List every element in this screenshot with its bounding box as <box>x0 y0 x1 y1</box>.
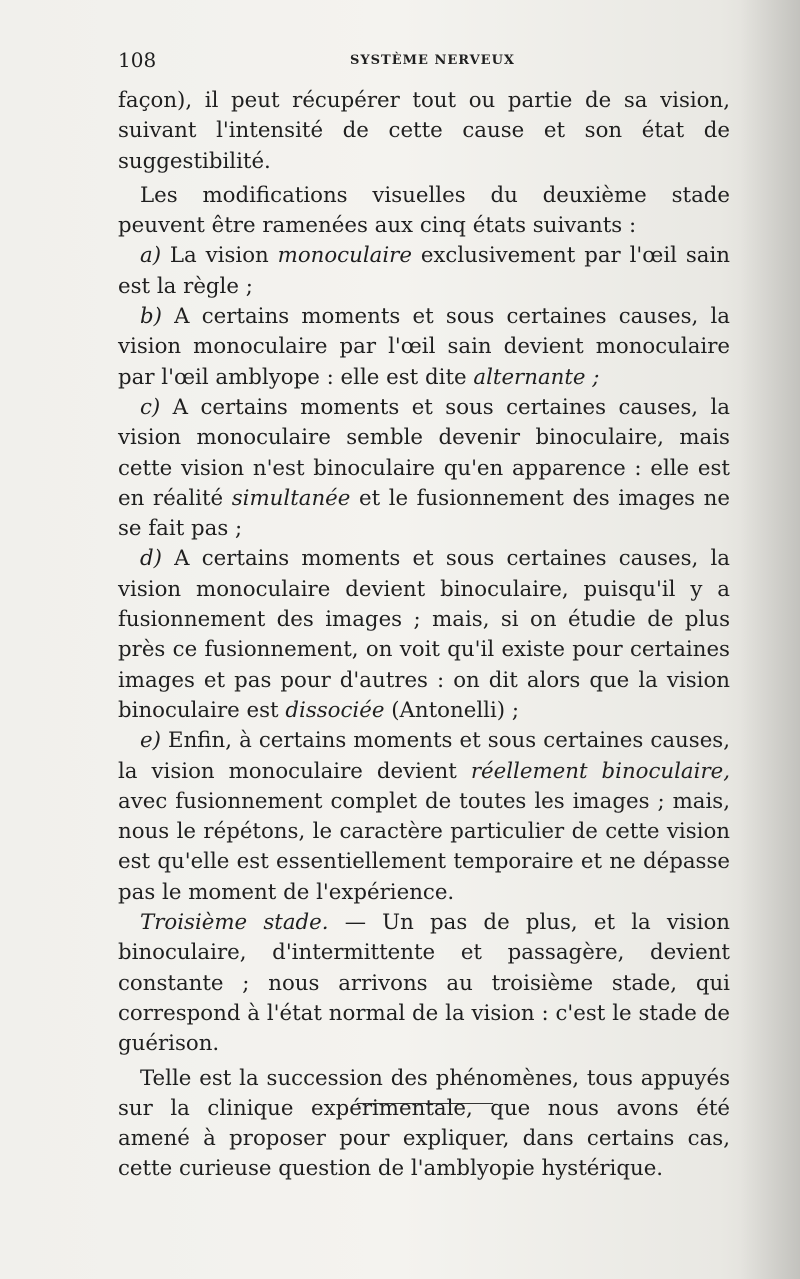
list-item-b: b) A certains moments et sous certaines causes, la vision monoculaire par l'œil sain devient monoculaire par l'œil amblyope : elle est dite alternante ; <box>118 304 730 390</box>
paragraph-intro: Les modifications visuelles du deuxième stade peuvent être ramenées aux cinq états suivants : <box>118 182 730 239</box>
page-number: 108 <box>118 48 157 72</box>
section-heading: Troisième stade. <box>140 910 329 936</box>
item-label: b) <box>140 304 162 330</box>
item-label: e) <box>140 728 161 754</box>
list-item-e: e) Enfin, à certains moments et sous certaines causes, la vision monoculaire devient réellement binoculaire, avec fusionnement complet de toutes les images ; mais, nous le répétons, le caractère particulier de cette vision est qu'elle est essentiellement temporaire et ne dépasse pas le moment de l'expérience. <box>118 728 730 905</box>
closing-rule <box>357 1103 493 1104</box>
item-label: c) <box>140 394 161 420</box>
emphasis: monoculaire <box>277 243 412 269</box>
item-label: d) <box>140 546 162 572</box>
emphasis: dissociée <box>285 697 385 723</box>
paragraph-third-stage: Troisième stade. — Un pas de plus, et la vision binoculaire, d'intermittente et passagère, devient constante ; nous arrivons au troisième stade, qui correspond à l'état normal de la vision : c'est le stade de guérison. <box>118 910 731 1057</box>
emphasis: simultanée <box>231 485 351 511</box>
paragraph-conclusion: Telle est la succession des phénomènes, tous appuyés sur la clinique expérimentale, que nous avons été amené à proposer pour expliquer, dans certains cas, cette curieuse question de l'amblyopie hystérique. <box>118 1065 730 1182</box>
item-label: a) <box>140 243 162 269</box>
running-title: SYSTÈME NERVEUX <box>350 53 516 68</box>
emphasis: alternante ; <box>473 364 600 390</box>
list-item-c: c) A certains moments et sous certaines causes, la vision monoculaire semble devenir binoculaire, mais cette vision n'est binoculaire qu'en apparence : elle est en réalité simultanée et le fusionnement des images ne se fait pas ; <box>118 394 731 542</box>
list-item-d: d) A certains moments et sous certaines causes, la vision monoculaire devient binoculaire, puisqu'il y a fusionnement des images ; mais, si on étudie de plus près ce fusionnement, on voit qu'il existe pour certaines images et pas pour d'autres : on dit alors que la vision binoculaire est dissociée (Antonelli) ; <box>118 546 730 723</box>
page-edge-shadow <box>740 0 800 1279</box>
paragraph-continuation: façon), il peut récupérer tout ou partie de sa vision, suivant l'intensité de cette cause et son état de suggestibilité. <box>118 88 730 174</box>
page-header <box>118 48 730 78</box>
list-item-a: a) La vision monoculaire exclusivement par l'œil sain est la règle ; <box>118 243 730 299</box>
emphasis: réellement binoculaire, <box>470 758 730 784</box>
body-text <box>118 86 730 1185</box>
